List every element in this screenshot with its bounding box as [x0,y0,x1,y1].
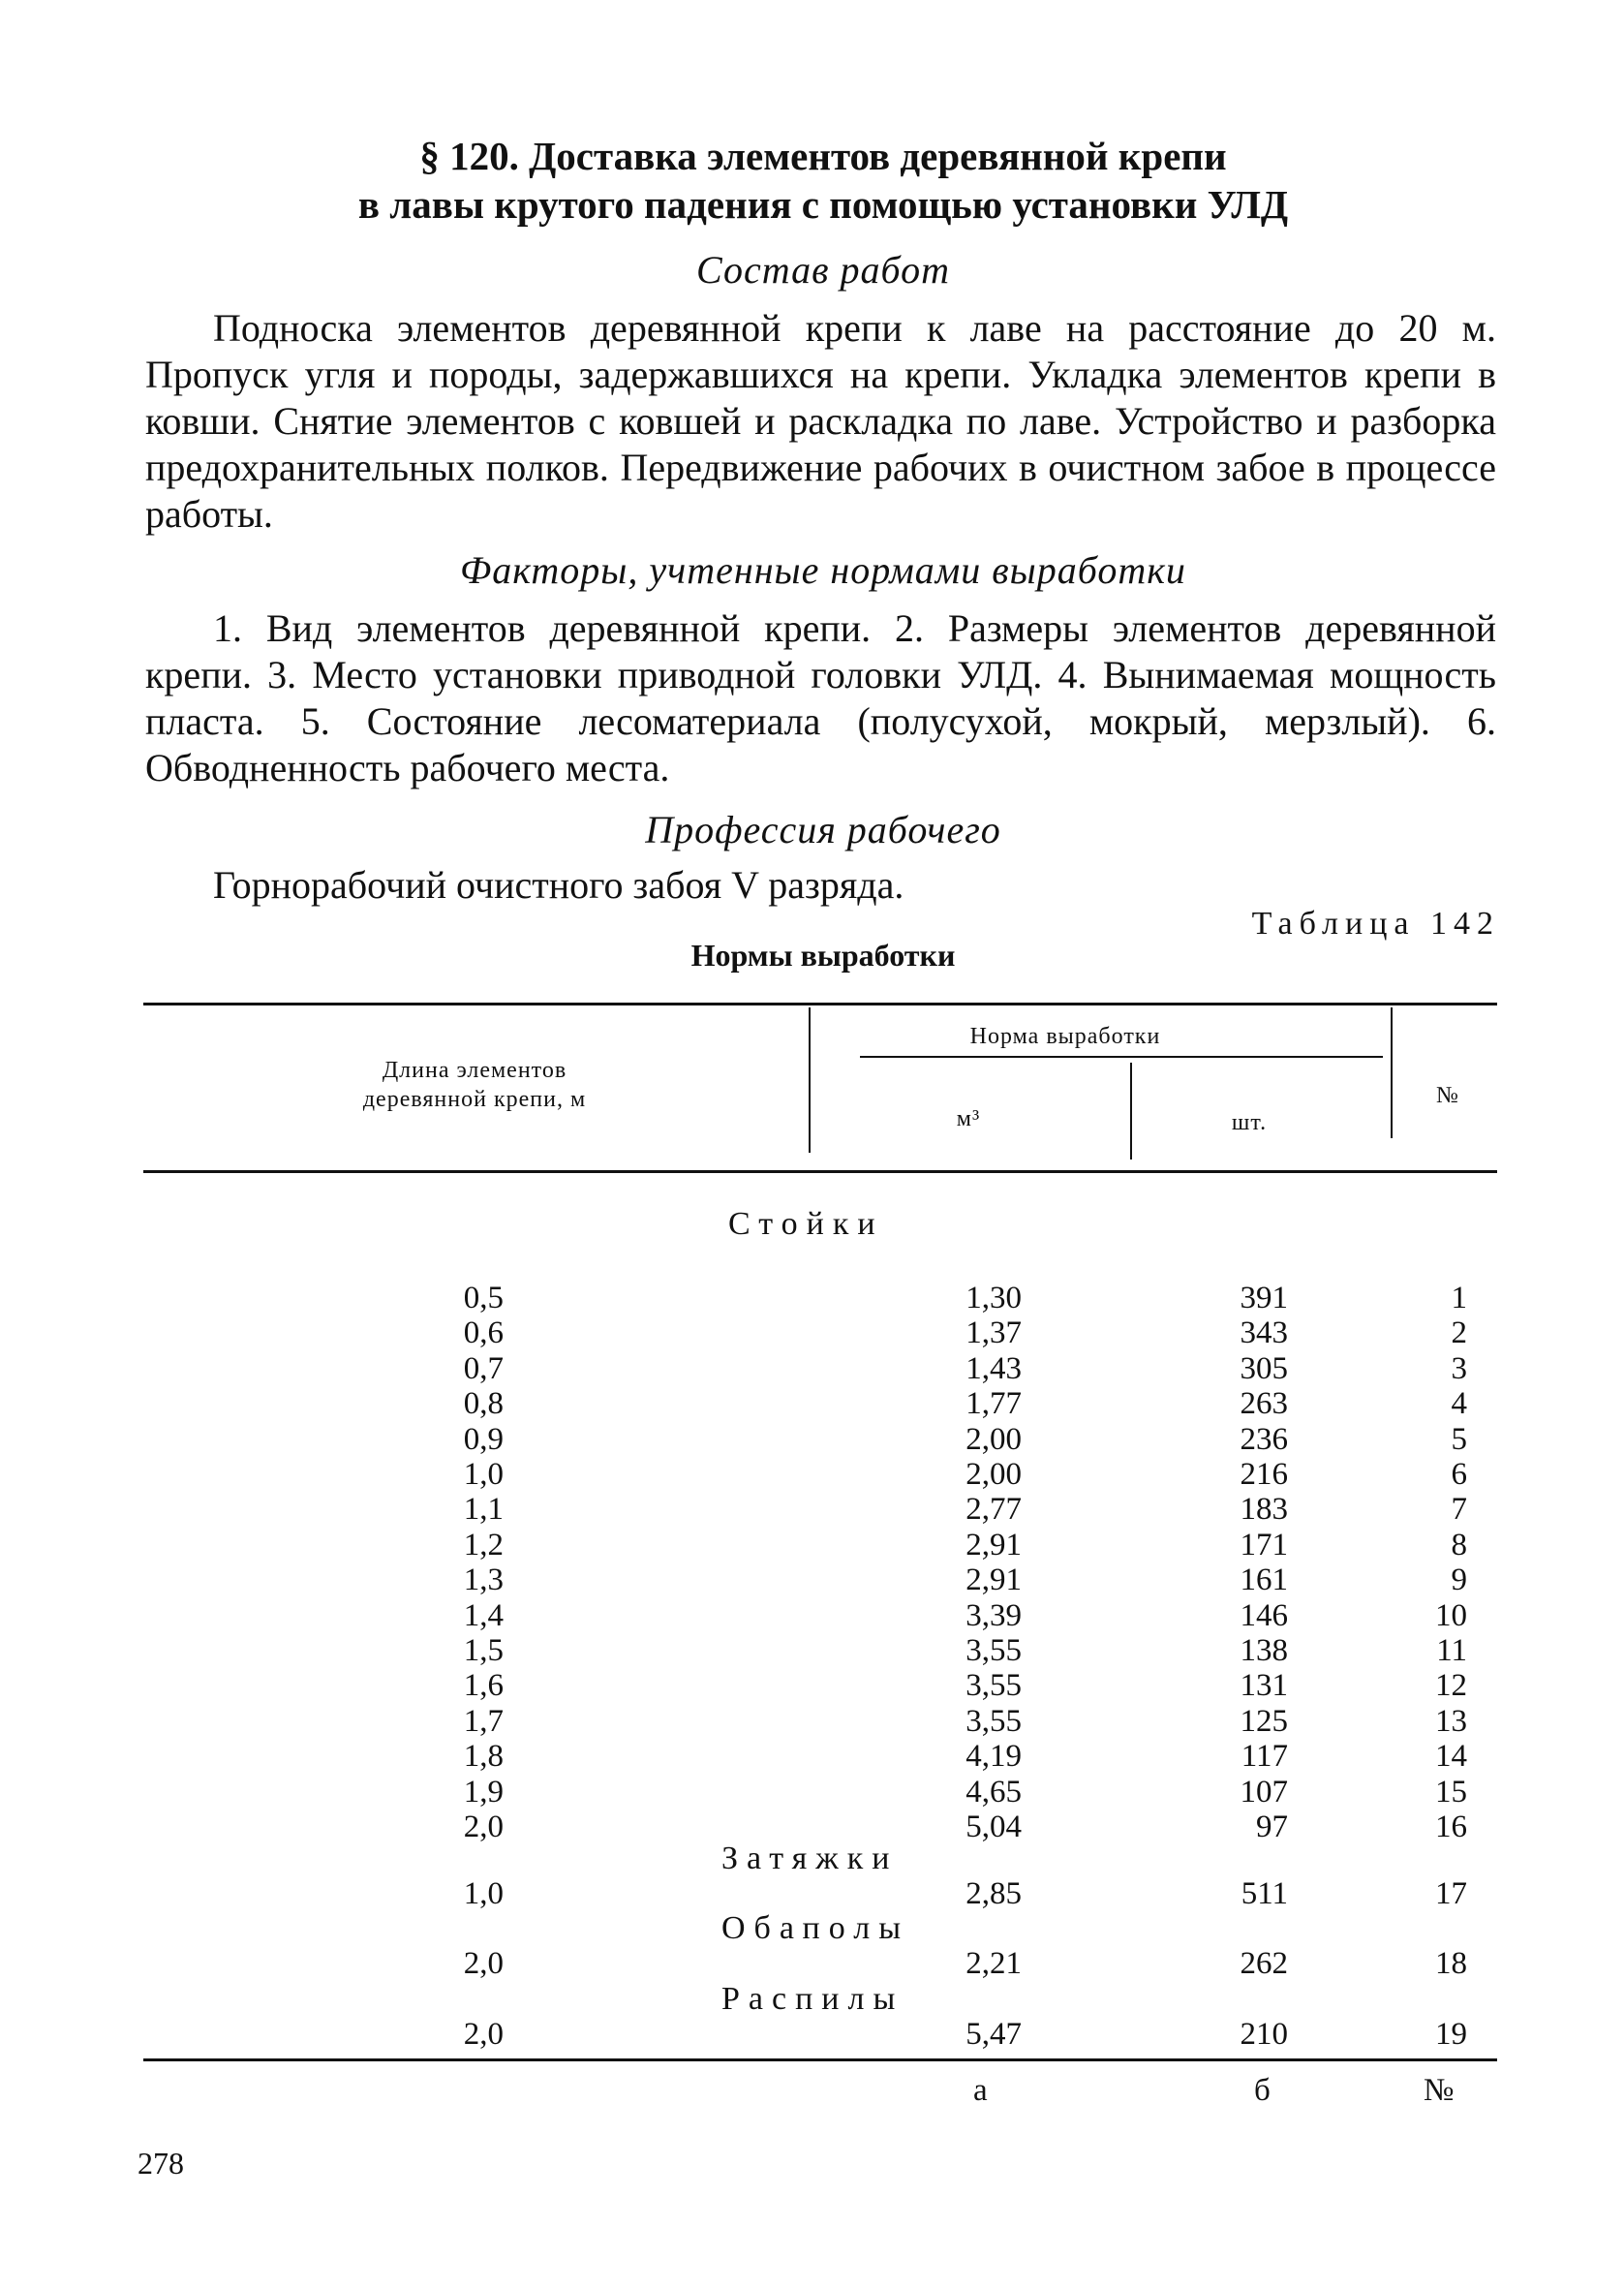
cell-sht: 138 [1240,1633,1288,1668]
cell-no: 8 [1451,1527,1467,1562]
cell-len: 1,3 [463,1562,504,1598]
cell-len: 1,1 [463,1492,504,1528]
header-norm: Норма выработки [969,1024,1161,1049]
header-length-line-2: деревянной крепи, м [362,1087,587,1112]
cell-len: 1,8 [463,1739,504,1775]
cell-no: 3 [1451,1350,1467,1386]
profession-title: Профессия рабочего [645,808,1001,851]
cell-m3: 3,55 [965,1703,1022,1739]
composition-text: Подноска элементов деревянной крепи к лаве на расстояние до 20 м. Пропуск угля и породы, задержавшихся на крепи. Укладка элементов крепи в ковши. Снятие элементов с ковшей и раскладка по лаве. Устройство и разборка предохранительных полков. Передвижение рабочих в очистном забое в процессе работы. [145,306,1496,536]
cell-len: 1,2 [463,1527,504,1562]
cell-m3: 2,00 [965,1421,1022,1457]
cell-len: 2,0 [463,2017,504,2052]
cell-no: 1 [1451,1281,1467,1315]
cell-len: 1,0 [463,1457,504,1492]
cell-m3: 2,85 [965,1876,1022,1911]
cell-len: 2,0 [463,1810,504,1844]
cell-len: 1,4 [463,1597,504,1633]
header-divider-3 [1130,1063,1132,1160]
table-number: Таблица 142 [1251,906,1500,942]
cell-m3: 4,65 [965,1774,1022,1810]
cell-no: 7 [1451,1492,1467,1528]
cell-len: 2,0 [463,1946,504,1981]
cell-no: 15 [1435,1774,1467,1810]
cell-no: 19 [1435,2017,1467,2052]
cell-m3: 4,19 [965,1739,1022,1775]
cell-m3: 2,00 [965,1457,1022,1492]
cell-no: 13 [1435,1703,1467,1739]
cell-sht: 263 [1240,1386,1288,1422]
cell-sht: 117 [1241,1739,1288,1775]
cell-sht: 391 [1240,1281,1288,1315]
group-stoiki: Стойки [728,1206,884,1242]
cell-m3: 1,77 [965,1386,1022,1422]
cell-no: 9 [1451,1562,1467,1598]
cell-len: 1,7 [463,1703,504,1739]
cell-sht: 97 [1256,1810,1288,1844]
cell-len: 1,5 [463,1633,504,1668]
cell-len: 1,6 [463,1668,504,1704]
header-divider-2 [1391,1007,1393,1138]
cell-len: 0,6 [463,1315,504,1351]
table-title: Нормы выработки [690,938,956,973]
cell-len: 0,5 [463,1281,504,1315]
heading-line-1: § 120. Доставка элементов деревянной крепи [419,134,1227,178]
cell-m3: 1,43 [965,1350,1022,1386]
cell-no: 12 [1435,1668,1467,1704]
group-raspily: Распилы [721,1981,904,2017]
cell-no: 11 [1436,1633,1467,1668]
footer-no: № [1424,2073,1455,2108]
cell-sht: 236 [1240,1421,1288,1457]
cell-m3: 1,30 [965,1281,1022,1315]
cell-no: 16 [1435,1810,1467,1844]
header-length-line-1: Длина элементов [382,1058,567,1083]
cell-m3: 3,55 [965,1633,1022,1668]
cell-sht: 216 [1240,1457,1288,1492]
header-m3: м³ [956,1106,981,1131]
cell-m3: 5,47 [965,2017,1022,2052]
header-sht: шт. [1231,1110,1268,1135]
cell-no: 5 [1451,1421,1467,1457]
footer-b: б [1254,2073,1271,2108]
cell-no: 2 [1451,1315,1467,1351]
table-top-rule [143,1003,1497,1005]
factors-text: 1. Вид элементов деревянной крепи. 2. Размеры элементов деревянной крепи. 3. Место установки приводной головки УЛД. 4. Вынимаемая мощность пласта. 5. Состояние лесоматериала (полусухой, мокрый, мерзлый). 6. Обводненность рабочего места. [145,606,1496,789]
cell-no: 10 [1435,1597,1467,1633]
cell-len: 1,9 [463,1774,504,1810]
cell-sht: 511 [1241,1876,1288,1911]
cell-sht: 183 [1240,1492,1288,1528]
heading-line-2: в лавы крутого падения с помощью установки УЛД [357,182,1289,227]
group-zatyazhki: Затяжки [721,1840,899,1876]
cell-no: 14 [1435,1739,1467,1775]
cell-sht: 161 [1240,1562,1288,1598]
cell-sht: 146 [1240,1597,1288,1633]
cell-m3: 3,55 [965,1668,1022,1704]
footer-a: а [973,2073,988,2108]
composition-title: Состав работ [696,248,950,292]
cell-no: 17 [1435,1876,1467,1911]
cell-sht: 171 [1240,1527,1288,1562]
cell-no: 18 [1435,1946,1467,1981]
cell-len: 1,0 [463,1876,504,1911]
cell-sht: 210 [1240,2017,1288,2052]
cell-m3: 2,77 [965,1492,1022,1528]
profession-text: Горнорабочий очистного забоя V разряда. [213,863,904,907]
header-bottom-rule [143,1170,1497,1173]
page-number: 278 [138,2146,184,2181]
cell-len: 0,7 [463,1350,504,1386]
cell-m3: 5,04 [965,1810,1022,1844]
cell-sht: 131 [1240,1668,1288,1704]
norm-underline [860,1056,1383,1058]
group-obapoly: Обаполы [721,1910,910,1946]
cell-sht: 107 [1240,1774,1288,1810]
cell-sht: 125 [1240,1703,1288,1739]
cell-m3: 2,21 [965,1946,1022,1981]
cell-m3: 2,91 [965,1527,1022,1562]
cell-m3: 1,37 [965,1315,1022,1351]
cell-no: 4 [1451,1386,1467,1422]
factors-title: Факторы, учтенные нормами выработки [460,548,1186,592]
cell-len: 0,9 [463,1421,504,1457]
cell-sht: 343 [1240,1315,1288,1351]
header-no: № [1436,1083,1459,1108]
cell-sht: 305 [1240,1350,1288,1386]
cell-sht: 262 [1240,1946,1288,1981]
cell-m3: 2,91 [965,1562,1022,1598]
header-divider-1 [809,1007,811,1153]
cell-no: 6 [1451,1457,1467,1492]
cell-len: 0,8 [463,1386,504,1422]
table-bottom-rule [143,2058,1497,2061]
cell-m3: 3,39 [965,1597,1022,1633]
